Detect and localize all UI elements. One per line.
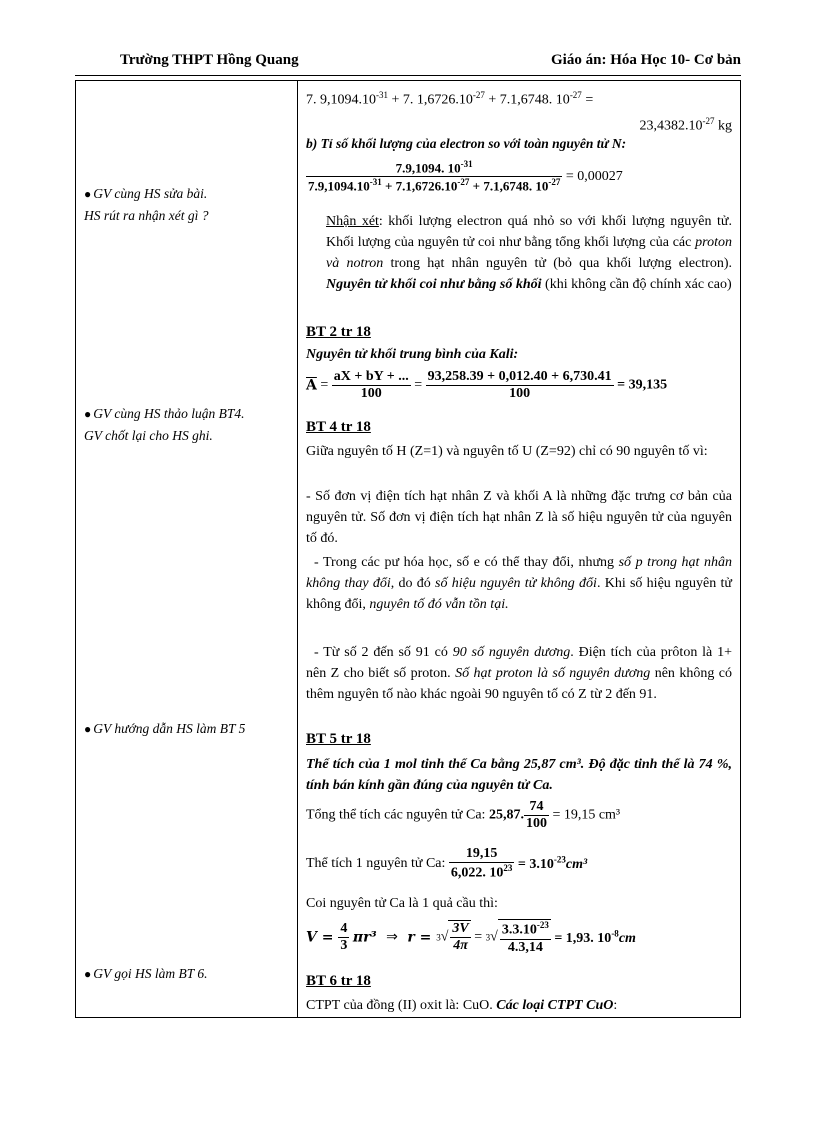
teacher-activity-column (76, 81, 298, 1018)
part-b-title: b) Tỉ số khối lượng của electron so với toàn nguyên tử N: (306, 136, 627, 151)
bt5-radius-formula: V = $\frac{4}{3}$ πr³ ⇒ r = 3√ $\frac{3V}{4\pi}$ = 3√ $\frac{3.3.10^{-23}}{4.3,14}$ = 1,93. $10^{-8}cm$ (306, 920, 636, 955)
bt4-paragraph-1: Giữa nguyên tố H (Z=1) và nguyên tố U (Z=92) chỉ có 90 nguyên tố vì: (306, 444, 708, 459)
teacher-note-2: ● GV cùng HS thảo luận BT4. GV chốt lại cho HS ghi. (84, 406, 245, 443)
lesson-table (75, 80, 741, 1018)
bt5-title: BT 5 tr 18 (306, 731, 371, 747)
bt4-paragraph-2: - Số đơn vị điện tích hạt nhân Z và khối A là những đặc trưng cơ bản của nguyên tử. Số đơn vị điện tích hạt nhân Z là số hiệu nguyên tử của nguyên tố đó. (306, 489, 732, 546)
bt4-title: BT 4 tr 18 (306, 419, 371, 435)
header-divider (75, 75, 741, 76)
teacher-note-4: ● GV gọi HS làm BT 6. (84, 966, 208, 981)
bt6-paragraph: CTPT của đồng (II) oxit là: CuO. Các loại CTPT CuO: (306, 998, 618, 1013)
school-name: Trường THPT Hồng Quang (120, 52, 299, 68)
bullet-icon: ● (84, 967, 92, 981)
subject-title: Giáo án: Hóa Học 10- Cơ bản (551, 52, 741, 68)
implies-arrow-icon: ⇒ (386, 929, 398, 945)
teacher-note-3: ● GV hướng dẫn HS làm BT 5 (84, 721, 246, 736)
bullet-icon: ● (84, 187, 92, 201)
bt6-title: BT 6 tr 18 (306, 973, 371, 989)
page-header (0, 50, 816, 74)
remark-paragraph: Nhận xét: khối lượng electron quá nhỏ so với khối lượng nguyên tử. Khối lượng của nguyên tử coi như bằng tổng khối lượng của các proton và notron trong hạt nhân nguyên tử (bỏ qua khối lượng electron). Nguyên tử khối coi như bằng số khối (khi không cần độ chính xác cao) (326, 214, 732, 292)
bt5-problem: Thể tích của 1 mol tinh thể Ca bằng 25,87 cm³. Độ đặc tinh thể là 74 %, tính bán kính gần đúng của nguyên tử Ca. (306, 757, 732, 793)
bt4-paragraph-4: - Từ số 2 đến số 91 có 90 số nguyên dương. Điện tích của prôton là 1+ nên Z cho biết số proton. Số hạt proton là số nguyên dương nên không có thêm nguyên tố nào khác ngoài 90 nguyên tố có Z từ 2 đến 91. (306, 645, 733, 702)
bullet-icon: ● (84, 722, 92, 736)
ratio-formula: $\frac{7.9,1094. 10^{-31}}{7.9,1094.10^{-31} + 7.1,6726.10^{-27} + 7.1,6748. 10^{-27}}$ = 0,00027 (308, 159, 623, 194)
bt2-formula: $\overline{A}$ = $\frac{aX + bY + ...}{100}$ = $\frac{93,258.39 + 0,012.40 + 6,730.41}{100}$ = 39,135 (306, 369, 668, 401)
bt5-sphere-note: Coi nguyên tử Ca là 1 quả cầu thì: (306, 896, 498, 911)
bt5-total-volume: Tổng thể tích các nguyên tử Ca: 25,87. $\frac{74}{100}$ = 19,15 cm³ (306, 799, 621, 831)
bullet-icon: ● (84, 407, 92, 421)
bt5-atom-volume: Thể tích 1 nguyên tử Ca: $\frac{19,15}{6,022. 10^{23}}$ = $3.10^{-23}cm^3$ (306, 846, 588, 881)
bt4-paragraph-3: - Trong các pư hóa học, số e có thể thay đổi, nhưng số p trong hạt nhân không thay đổi, do đó số hiệu nguyên tử không đổi. Khi số hiệu nguyên tử không đổi, nguyên tố đó vẫn tồn tại. (306, 555, 733, 612)
content-column (298, 81, 741, 1018)
teacher-note-1: ● GV cùng HS sửa bài. HS rút ra nhận xét gì ? (84, 186, 209, 223)
bt2-title: BT 2 tr 18 (306, 324, 371, 340)
bt2-subtitle: Nguyên tử khối trung bình của Kali: (306, 347, 519, 362)
calc-mass-line: 7. $9,1094.10^{-31} + 7$. $1,6726.10^{-27} + 7.1,6748$. $10^{-27}$ = $23,4382.10^{-27}$ kg (306, 90, 732, 134)
